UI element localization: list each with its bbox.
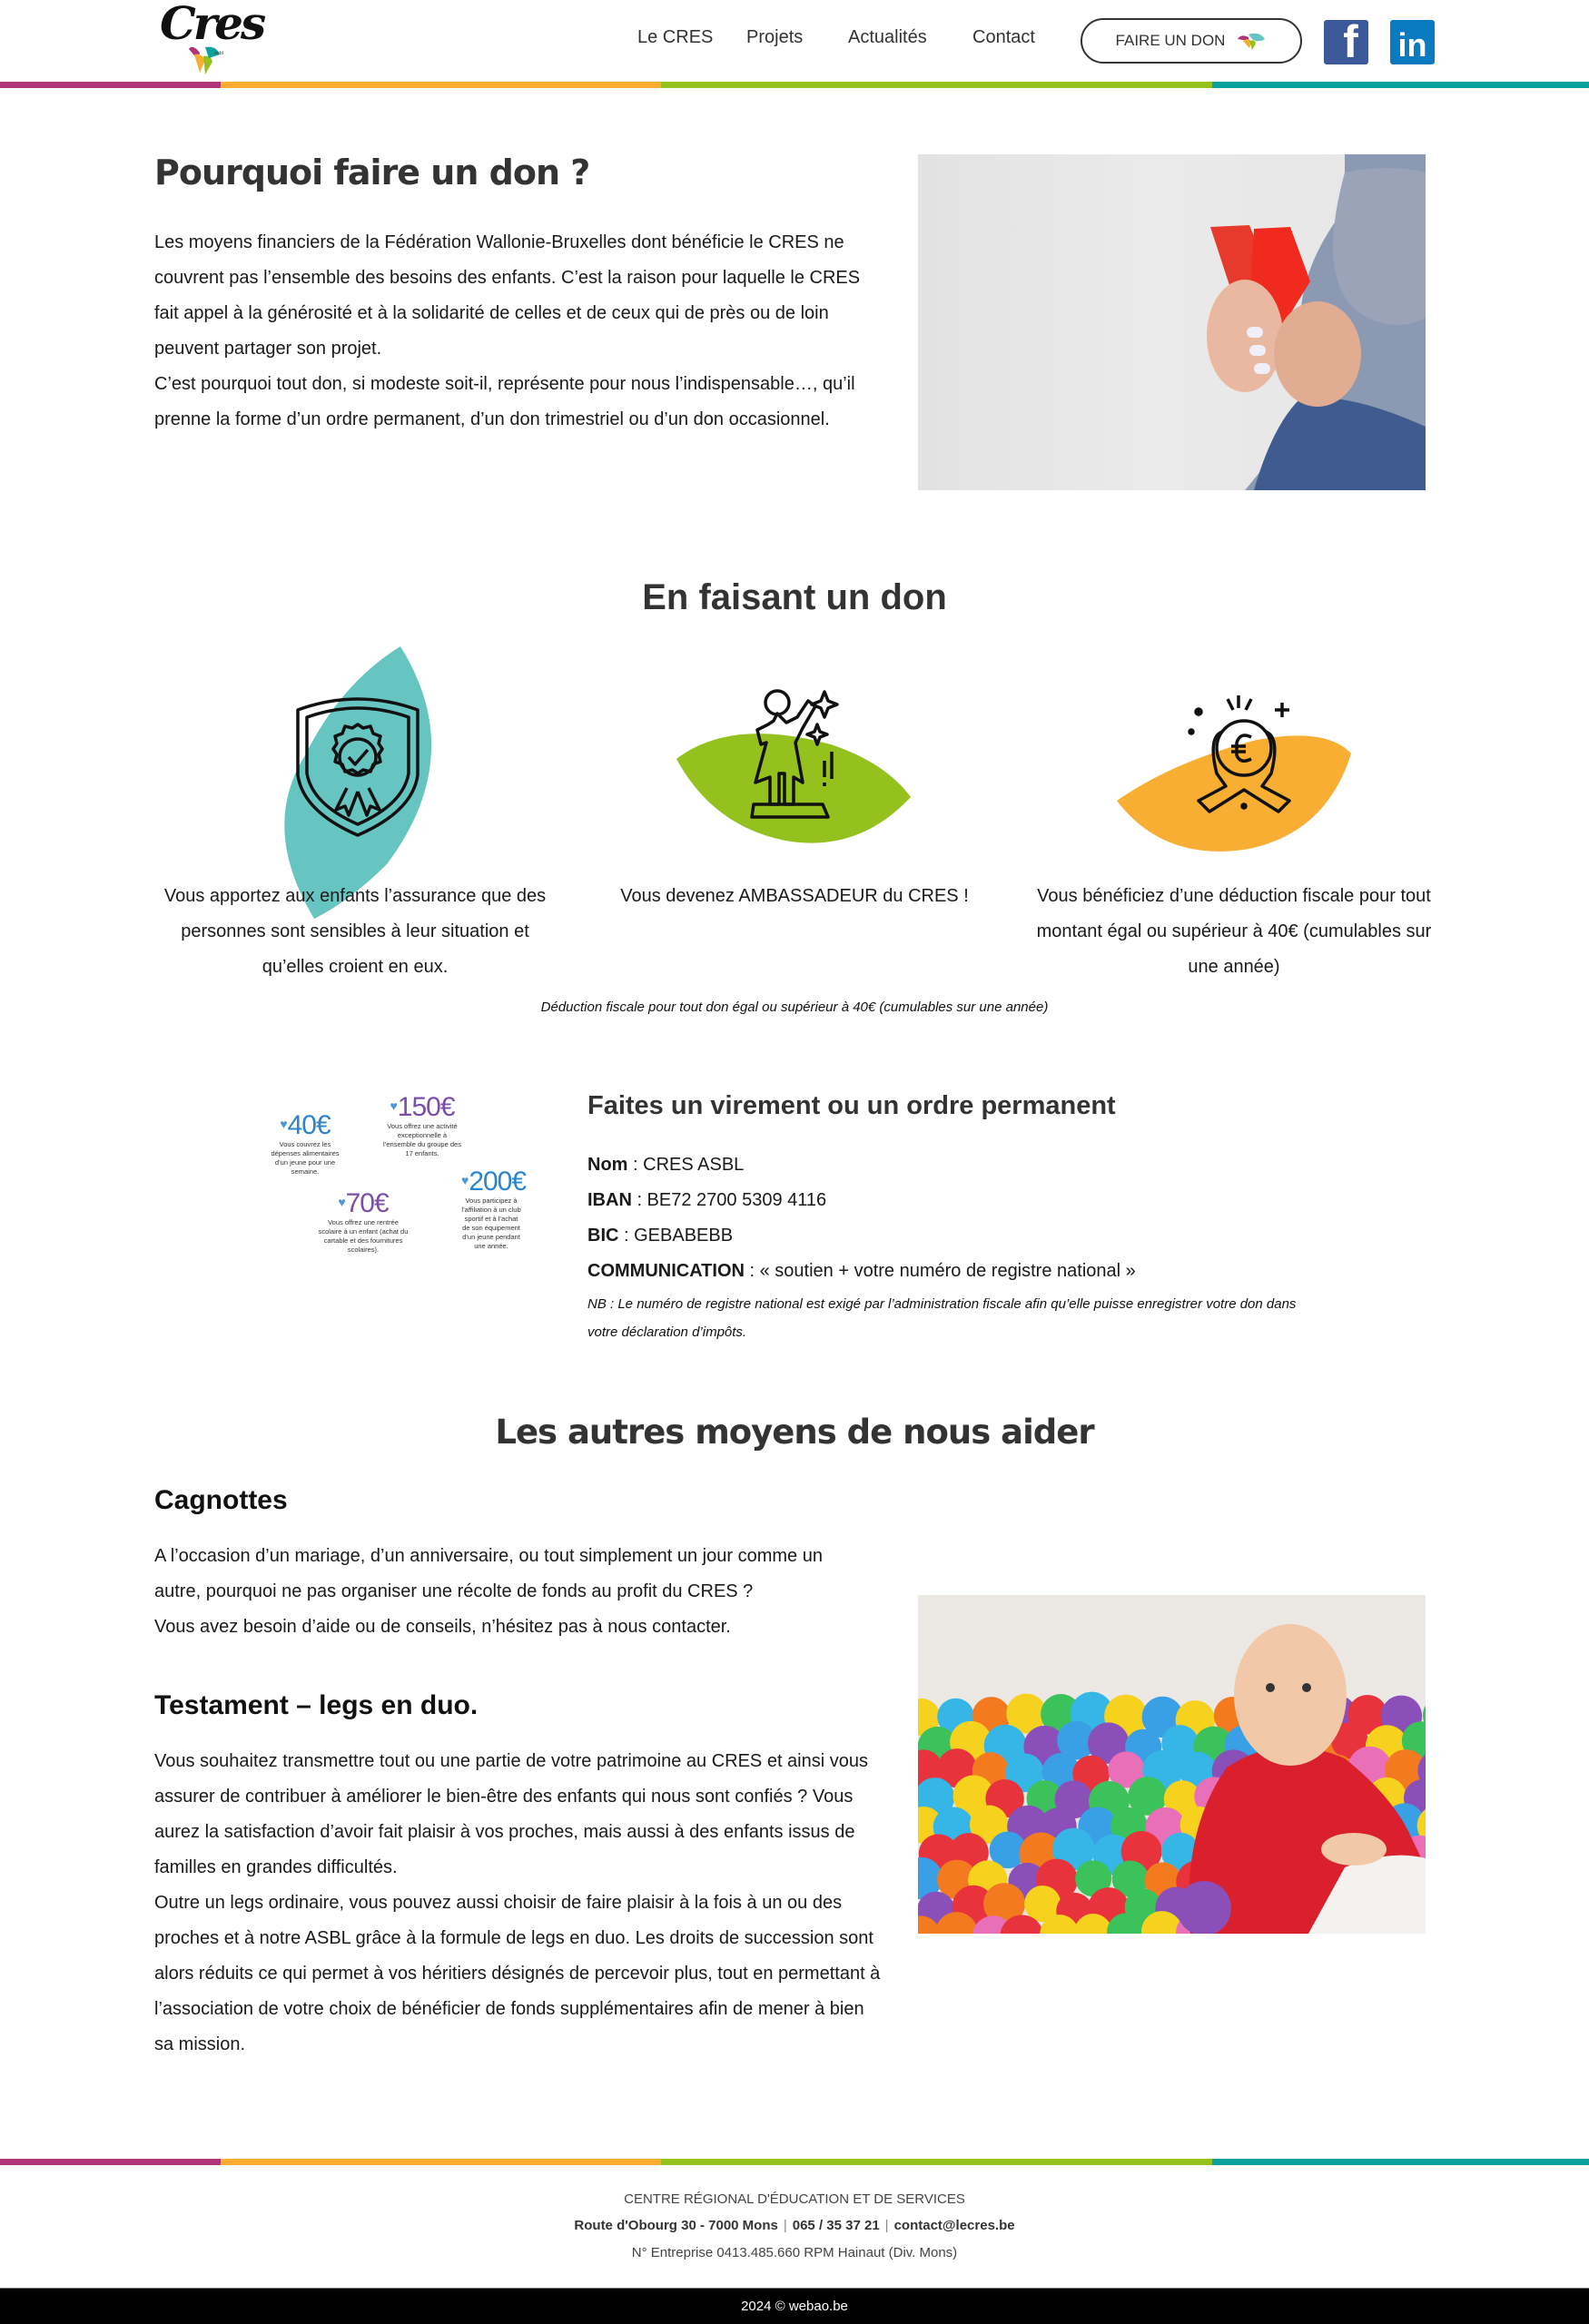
facebook-icon[interactable]: f [1324,20,1368,64]
transfer-iban [587,1190,826,1211]
field-label: COMMUNICATION [587,1261,745,1281]
stripe-teal [1212,2159,1589,2165]
field-label: IBAN [587,1190,632,1210]
cagnottes-text [154,1539,872,1645]
footer-color-stripe [0,2159,1589,2165]
stripe-green [661,2159,1212,2165]
stripe-magenta [0,2159,221,2165]
benefits-title: En faisant un don [642,577,947,617]
field-value: : GEBABEBB [618,1226,734,1246]
cagnottes-title: Cagnottes [154,1485,288,1515]
testament-text [154,1744,888,2063]
stripe-magenta [0,82,221,88]
donation-amounts-graphic [263,1080,527,1271]
heart-icon: ♥ [338,1195,345,1209]
amount-value: 70€ [345,1188,389,1218]
site-logo[interactable] [156,0,264,78]
leaf-logo-icon [1236,32,1267,50]
amount-item-40 [269,1109,341,1177]
baby-figure-shape [1321,1833,1387,1866]
cagnottes-paragraph-2: Vous avez besoin d’aide ou de conseils, n’hésitez pas à nous contacter. [154,1617,731,1637]
nav-item-le-cres[interactable]: Le CRES [637,27,714,47]
stripe-teal [1212,82,1589,88]
stripe-green [661,82,1212,88]
stripe-orange [221,82,661,88]
amount-description: Vous participez à l’affiliation à un club sportif et à l’achat de son équipement d’un jeune pendant une année. [461,1196,521,1250]
baby-figure-shape [1302,1683,1311,1692]
transfer-bic [587,1226,733,1246]
why-donate-text [154,225,881,438]
field-value: : CRES ASBL [627,1155,745,1175]
footer-company-number: N° Entreprise 0413.485.660 RPM Hainaut (Div. Mons) [631,2245,958,2260]
logo-text: Cres [160,0,264,50]
stripe-orange [221,2159,661,2165]
benefit-item-assurance [151,635,559,990]
baby-figure-shape [1266,1683,1275,1692]
footer-org-name: CENTRE RÉGIONAL D'ÉDUCATION ET DE SERVICES [624,2191,965,2207]
why-paragraph-2: C’est pourquoi tout don, si modeste soit-il, représente pour nous l’indispensable…, qu’il prenne la forme d’un ordre permanent, d’un don trimestriel ou d’un don occasionnel. [154,374,855,429]
nav-item-actualites[interactable]: Actualités [848,27,927,47]
amount-value: 200€ [469,1167,527,1196]
transfer-name [587,1155,744,1176]
amount-description: Vous offrez une rentrée scolaire à un enfant (achat du cartable et des fournitures scolaires). [318,1218,409,1254]
field-label: Nom [587,1155,628,1175]
field-label: BIC [587,1226,619,1246]
amount-item-70 [318,1187,409,1255]
baby-figure-shape [1177,1881,1231,1934]
cagnottes-paragraph-1: A l’occasion d’un mariage, d’un anniversaire, ou tout simplement un jour comme un autre, pourquoi ne pas organiser une récolte de fonds au profit du CRES ? [154,1546,823,1601]
testament-paragraph-2: Outre un legs ordinaire, vous pouvez aussi choisir de faire plaisir à la fois à un ou des proches et à notre ASBL grâce à la formule de legs en duo. Les droits de succession sont alors réduits ce qui permet à vos héritiers désignés de percevoir plus, tout en permettant à l’association de votre choix de bénéficier de fonds supplémentaires afin de mener à bien sa mission. [154,1893,881,2054]
amount-value: 150€ [397,1092,455,1122]
ambassador-icon [746,688,846,824]
footer-address: Route d'Obourg 30 - 7000 Mons [574,2218,778,2233]
nav-item-contact[interactable]: Contact [972,27,1035,47]
benefit-text-tax: Vous bénéficiez d’une déduction fiscale pour tout montant égal ou supérieur à 40€ (cumulables sur une année) [1036,886,1432,977]
ball-pit-illustration [918,1595,1426,1934]
benefit-item-tax [1030,635,1438,990]
amount-value: 40€ [287,1110,331,1140]
tax-deduction-note: Déduction fiscale pour tout don égal ou supérieur à 40€ (cumulables sur une année) [540,1000,1049,1015]
footer-contact-line [0,2218,1589,2233]
amount-description: Vous couvrez les dépenses alimentaires d’un jeune pour une semaine. [271,1140,340,1176]
shield-award-icon [294,694,421,839]
heart-hands-illustration [918,154,1426,490]
testament-title: Testament – legs en duo. [154,1690,479,1720]
transfer-title: Faites un virement ou un ordre permanent [587,1091,1116,1120]
footer-phone-link[interactable]: 065 / 35 37 21 [792,2218,880,2233]
heart-hands-image [918,154,1426,490]
baby-figure-shape [1234,1624,1347,1766]
site-header [0,0,1589,88]
field-value: : BE72 2700 5309 4116 [631,1190,827,1210]
nav-item-projets[interactable]: Projets [746,27,804,47]
why-paragraph-1: Les moyens financiers de la Fédération Wallonie-Bruxelles dont bénéficie le CRES ne couvrent pas l’ensemble des besoins des enfants. C’est la raison pour laquelle le CRES fait appel à la générosité et à la solidarité de celles et de ceux qui de près ou de loin peuvent partager son projet. [154,232,861,359]
testament-paragraph-1: Vous souhaitez transmettre tout ou une partie de votre patrimoine au CRES et ainsi vous assurer de contribuer à améliorer le bien-être des enfants qui nous sont confiés ? Vous aurez la satisfaction d’avoir fait plaisir à vos proches, mais aussi à des enfants issus de familles en grandes difficultés. [154,1751,868,1877]
other-ways-title: Les autres moyens de nous aider [495,1413,1094,1452]
copyright-bar [0,2288,1589,2324]
benefit-text-ambassador: Vous devenez AMBASSADEUR du CRES ! [620,886,969,906]
amount-item-150 [381,1091,463,1158]
benefit-item-ambassador [590,635,999,990]
footer-separator: | [884,2218,889,2233]
transfer-nb-note: NB : Le numéro de registre national est exigé par l’administration fiscale afin qu’elle puisse enregistrer votre don dans votre déclaration d’impôts. [587,1296,1297,1340]
linkedin-icon[interactable]: in [1390,20,1435,64]
amount-item-200 [461,1166,527,1251]
footer-separator: | [783,2218,787,2233]
field-value: : « soutien + votre numéro de registre national » [744,1261,1136,1281]
heart-icon: ♥ [461,1173,469,1187]
baby-ball-pit-image [918,1595,1426,1934]
heart-icon: ♥ [390,1098,397,1113]
transfer-communication [587,1261,1136,1282]
copyright-link[interactable]: 2024 © webao.be [741,2299,848,2314]
logo-subtext: asbl [214,51,224,56]
footer-email-link[interactable]: contact@lecres.be [893,2218,1015,2233]
header-color-stripe [0,82,1589,88]
heart-icon: ♥ [280,1117,287,1131]
benefit-text-assurance: Vous apportez aux enfants l’assurance que des personnes sont sensibles à leur situation et qu’elles croient en eux. [163,886,547,977]
donate-button-label: FAIRE UN DON [1115,32,1226,49]
donate-button[interactable] [1081,18,1302,64]
hands-euro-icon [1180,692,1308,819]
why-donate-title: Pourquoi faire un don ? [154,153,590,192]
amount-description: Vous offrez une activité exceptionnelle à l’ensemble du groupe des 17 enfants. [383,1122,461,1157]
